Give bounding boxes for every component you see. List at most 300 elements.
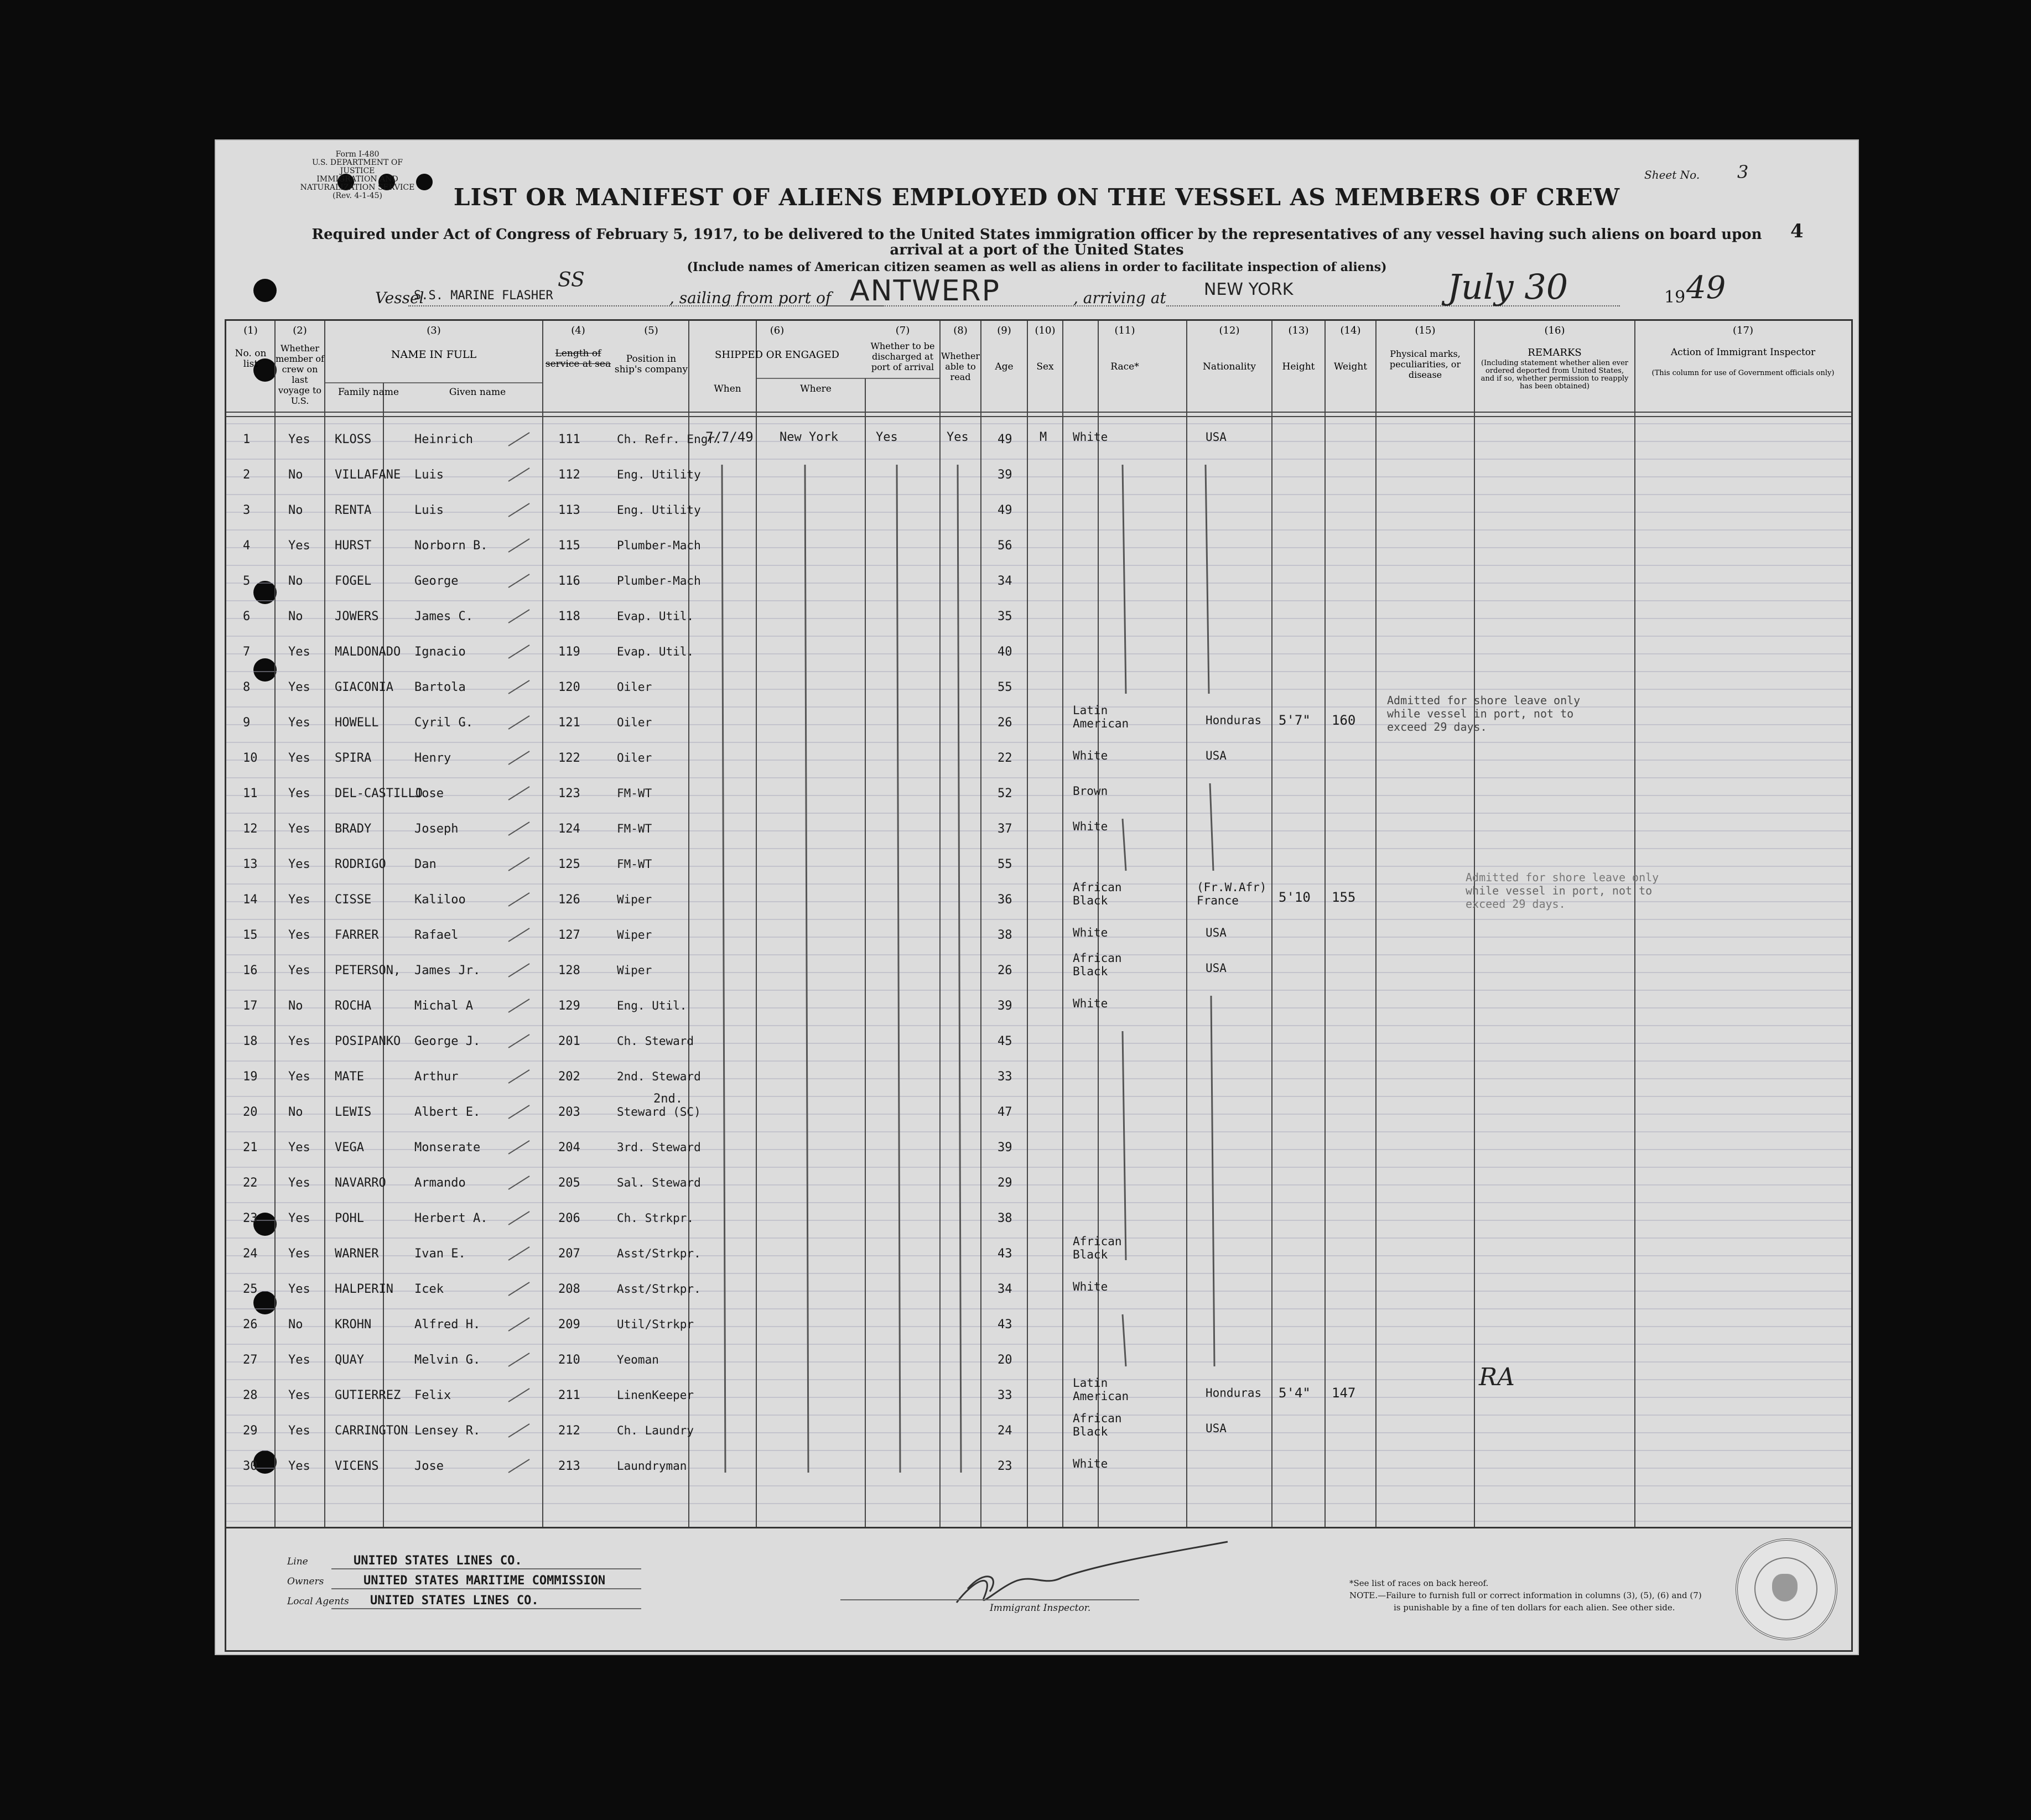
ditto-mark — [1211, 996, 1214, 1366]
ditto-mark — [1123, 1031, 1126, 1260]
check-mark — [508, 857, 529, 871]
check-mark — [508, 716, 529, 729]
position-cell: Util/Strkpr — [617, 1318, 694, 1331]
race-cell: African — [1073, 1412, 1122, 1425]
prev-voyage-cell: Yes — [288, 1282, 310, 1296]
age-cell: 49 — [998, 433, 1012, 446]
given-name-cell: James C. — [414, 610, 473, 623]
family-name-cell: RODRIGO — [335, 857, 386, 871]
family-name-cell: FOGEL — [335, 574, 372, 588]
service-cell: 128 — [558, 964, 580, 977]
height-cell: 5'7" — [1279, 713, 1311, 728]
prev-voyage-cell: Yes — [288, 433, 310, 446]
column-number: (14) — [1340, 325, 1361, 336]
remark-line: exceed 29 days. — [1387, 720, 1487, 734]
service-cell: 207 — [558, 1247, 580, 1261]
service-name: IMMIGRATION AND NATURALIZATION SERVICE — [300, 175, 415, 192]
row-number: 3 — [243, 503, 251, 517]
column-number: (2) — [293, 325, 307, 336]
column-number: (13) — [1288, 325, 1309, 336]
given-name-cell: Melvin G. — [414, 1353, 481, 1367]
position-cell: Ch. Laundry — [617, 1424, 694, 1437]
given-name-cell: Monserate — [414, 1141, 481, 1155]
position-cell: LinenKeeper — [617, 1389, 694, 1402]
column-number: (1) — [243, 325, 258, 336]
family-name-cell: WARNER — [335, 1247, 379, 1261]
prev-voyage-cell: Yes — [288, 787, 310, 800]
prev-voyage-cell: Yes — [288, 893, 310, 907]
remark-line: while vessel in port, not to — [1387, 707, 1574, 720]
given-name-cell: Arthur — [414, 1070, 459, 1084]
age-cell: 26 — [998, 964, 1012, 977]
prev-voyage-cell: Yes — [288, 1070, 310, 1084]
nationality-cell: USA — [1206, 961, 1227, 975]
family-name-cell: HURST — [335, 539, 372, 553]
ditto-mark — [958, 465, 961, 1473]
owners-label: Owners — [287, 1576, 324, 1587]
race-cell: Black — [1073, 965, 1108, 978]
race-cell: American — [1073, 1390, 1129, 1403]
column-number: (9) — [997, 325, 1011, 336]
given-name-cell: Henry — [414, 751, 451, 765]
able-to-read-cell: Yes — [947, 430, 969, 444]
manifest-footer — [225, 1525, 1853, 1652]
position-cell: Ch. Steward — [617, 1034, 694, 1048]
given-name-cell: Alfred H. — [414, 1318, 481, 1332]
agents-label: Local Agents — [287, 1596, 349, 1607]
column-number: (11) — [1114, 325, 1135, 336]
position-cell: Laundryman — [617, 1459, 687, 1473]
check-mark — [508, 1211, 529, 1225]
age-cell: 26 — [998, 716, 1012, 730]
check-mark — [508, 1318, 529, 1331]
given-name-cell: Bartola — [414, 680, 466, 694]
family-name-cell: MALDONADO — [335, 645, 401, 659]
col-header-prev-voyage: Whether member of crew on last voyage to U.S. — [276, 343, 324, 406]
row-number: 5 — [243, 574, 251, 588]
prev-voyage-cell: Yes — [288, 1211, 310, 1225]
age-cell: 36 — [998, 893, 1012, 907]
age-cell: 40 — [998, 645, 1012, 659]
family-name-cell: LEWIS — [335, 1105, 372, 1119]
position-cell: Oiler — [617, 716, 652, 729]
position-cell: Evap. Util. — [617, 610, 694, 623]
age-cell: 43 — [998, 1318, 1012, 1332]
prev-voyage-cell: No — [288, 503, 303, 517]
position-cell: FM-WT — [617, 822, 652, 835]
discharged-cell: Yes — [876, 430, 898, 444]
remark-line: Admitted for shore leave only — [1466, 871, 1659, 884]
position-cell: Wiper — [617, 928, 652, 942]
position-cell: Eng. Util. — [617, 999, 687, 1012]
family-name-cell: RENTA — [335, 503, 372, 517]
row-number: 30 — [243, 1459, 258, 1473]
row-number: 21 — [243, 1141, 258, 1155]
col-header-where: Where — [800, 383, 832, 394]
family-name-cell: PETERSON, — [335, 964, 401, 977]
row-number: 15 — [243, 928, 258, 942]
given-name-cell: Ignacio — [414, 645, 466, 659]
age-cell: 33 — [998, 1070, 1012, 1084]
prev-voyage-cell: No — [288, 574, 303, 588]
arriving-label: , arriving at — [1073, 289, 1166, 307]
check-mark — [508, 503, 529, 517]
given-name-cell: Luis — [414, 468, 444, 482]
check-mark — [508, 1176, 529, 1189]
remark-line: while vessel in port, not to — [1466, 884, 1653, 897]
ditto-mark — [1123, 819, 1126, 871]
check-mark — [508, 1282, 529, 1296]
check-mark — [508, 1389, 529, 1402]
punch-hole — [253, 279, 277, 302]
age-cell: 38 — [998, 1211, 1012, 1225]
position-cell: Oiler — [617, 680, 652, 694]
year-prefix: 19 — [1664, 288, 1686, 307]
col-header-when: When — [714, 383, 741, 394]
given-name-cell: Kaliloo — [414, 893, 466, 907]
family-name-cell: CISSE — [335, 893, 372, 907]
given-name-cell: Albert E. — [414, 1105, 481, 1119]
shipped-when-cell: 7/7/49 — [705, 429, 754, 445]
service-cell: 202 — [558, 1070, 580, 1084]
service-cell: 124 — [558, 822, 580, 836]
check-mark — [508, 1141, 529, 1154]
age-cell: 29 — [998, 1176, 1012, 1190]
check-mark — [508, 468, 529, 481]
column-number: (3) — [427, 325, 441, 336]
given-name-cell: Armando — [414, 1176, 466, 1190]
prev-voyage-cell: Yes — [288, 822, 310, 836]
crew-table — [225, 319, 1853, 1528]
age-cell: 23 — [998, 1459, 1012, 1473]
age-cell: 45 — [998, 1034, 1012, 1048]
position-cell: Steward (SC) — [617, 1105, 701, 1119]
check-mark — [508, 1424, 529, 1437]
col-header-race: Race* — [1110, 361, 1139, 372]
age-cell: 34 — [998, 574, 1012, 588]
service-cell: 212 — [558, 1424, 580, 1438]
position-cell: 2nd. — [653, 1092, 683, 1106]
position-cell: Ch. Strkpr. — [617, 1211, 694, 1225]
consular-seal — [1736, 1538, 1837, 1640]
nationality-cell: (Fr.W.Afr) — [1197, 881, 1267, 894]
check-mark — [508, 1070, 529, 1083]
ditto-mark — [722, 465, 725, 1473]
family-name-cell: CARRINGTON — [335, 1424, 408, 1438]
prev-voyage-cell: No — [288, 1105, 303, 1119]
position-cell: Asst/Strkpr. — [617, 1282, 701, 1296]
position-cell: 3rd. Steward — [617, 1141, 701, 1154]
check-mark — [508, 999, 529, 1012]
height-cell: 5'4" — [1279, 1385, 1311, 1401]
position-cell: Wiper — [617, 893, 652, 906]
age-cell: 39 — [998, 468, 1012, 482]
given-name-cell: Joseph — [414, 822, 459, 836]
family-name-cell: VEGA — [335, 1141, 364, 1155]
row-number: 20 — [243, 1105, 258, 1119]
age-cell: 20 — [998, 1353, 1012, 1367]
nationality-cell: France — [1197, 894, 1239, 907]
check-mark — [508, 964, 529, 977]
position-cell: Eng. Utility — [617, 468, 701, 481]
age-cell: 33 — [998, 1389, 1012, 1402]
service-cell: 115 — [558, 539, 580, 553]
race-cell: Black — [1073, 1248, 1108, 1261]
prev-voyage-cell: Yes — [288, 1247, 310, 1261]
race-cell: White — [1073, 1457, 1108, 1470]
sheet-label: Sheet No. — [1644, 168, 1700, 181]
row-number: 27 — [243, 1353, 258, 1367]
nationality-cell: Honduras — [1206, 1386, 1262, 1400]
col-header-given-name: Given name — [449, 387, 506, 398]
position-cell: Evap. Util. — [617, 645, 694, 658]
position-cell: Yeoman — [617, 1353, 659, 1366]
service-cell: 120 — [558, 680, 580, 694]
sheet-number: 3 — [1737, 162, 1749, 183]
service-cell: 205 — [558, 1176, 580, 1190]
column-number: (6) — [770, 325, 785, 336]
given-name-cell: Icek — [414, 1282, 444, 1296]
race-cell: African — [1073, 1235, 1122, 1248]
service-cell: 122 — [558, 751, 580, 765]
nationality-cell: USA — [1206, 430, 1227, 444]
service-cell: 116 — [558, 574, 580, 588]
weight-cell: 155 — [1332, 890, 1356, 905]
row-number: 8 — [243, 680, 251, 694]
ditto-mark — [1123, 465, 1126, 694]
col-header-remarks-sub: (Including statement whether alien ever ordered deported from United States, and if so, whether permission to reapply has been obtained) — [1481, 359, 1629, 391]
service-cell: 121 — [558, 716, 580, 730]
row-number: 7 — [243, 645, 251, 659]
nationality-cell: USA — [1206, 749, 1227, 762]
service-cell: 113 — [558, 503, 580, 517]
race-cell: Latin — [1073, 704, 1108, 717]
race-cell: White — [1073, 997, 1108, 1010]
page-title: LIST OR MANIFEST OF ALIENS EMPLOYED ON THE VESSEL AS MEMBERS OF CREW — [453, 184, 1620, 211]
service-cell: 129 — [558, 999, 580, 1013]
position-cell: Oiler — [617, 751, 652, 765]
age-cell: 49 — [998, 503, 1012, 517]
family-name-cell: JOWERS — [335, 610, 379, 623]
prev-voyage-cell: Yes — [288, 1176, 310, 1190]
race-cell: Black — [1073, 1425, 1108, 1438]
check-mark — [508, 893, 529, 906]
given-name-cell: Cyril G. — [414, 716, 473, 730]
family-name-cell: HOWELL — [335, 716, 379, 730]
given-name-cell: Rafael — [414, 928, 459, 942]
row-number: 14 — [243, 893, 258, 907]
age-cell: 37 — [998, 822, 1012, 836]
family-name-cell: GIACONIA — [335, 680, 393, 694]
race-cell: African — [1073, 881, 1122, 894]
age-cell: 52 — [998, 787, 1012, 800]
service-cell: 201 — [558, 1034, 580, 1048]
check-mark — [508, 433, 529, 446]
nationality-cell: Honduras — [1206, 714, 1262, 727]
check-mark — [508, 1105, 529, 1119]
row-number: 25 — [243, 1282, 258, 1296]
form-number: Form I-480 — [335, 150, 380, 159]
family-name-cell: VILLAFANE — [335, 468, 401, 482]
prev-voyage-cell: Yes — [288, 1459, 310, 1473]
given-name-cell: Norborn B. — [414, 539, 488, 553]
check-mark — [508, 574, 529, 587]
penalty-note: NOTE.—Failure to furnish full or correct information in columns (3), (5), (6) and (7) — [1349, 1590, 1702, 1600]
row-number: 12 — [243, 822, 258, 836]
line-label: Line — [287, 1556, 308, 1567]
inspector-label: Immigrant Inspector. — [990, 1603, 1091, 1614]
age-cell: 39 — [998, 999, 1012, 1013]
column-number: (5) — [644, 325, 658, 336]
given-name-cell: Michal A — [414, 999, 473, 1013]
col-header-position: Position in ship's company — [614, 353, 688, 375]
given-name-cell: Felix — [414, 1389, 451, 1402]
col-header-family-name: Family name — [337, 387, 399, 398]
family-name-cell: MATE — [335, 1070, 364, 1084]
prev-voyage-cell: No — [288, 610, 303, 623]
service-cell: 125 — [558, 857, 580, 871]
row-number: 17 — [243, 999, 258, 1013]
position-cell: Wiper — [617, 964, 652, 977]
service-cell: 213 — [558, 1459, 580, 1473]
family-name-cell: VICENS — [335, 1459, 379, 1473]
race-cell: White — [1073, 820, 1108, 833]
col-header-length-service: Length of service at sea — [545, 348, 611, 370]
age-cell: 35 — [998, 610, 1012, 623]
given-name-cell: George — [414, 574, 459, 588]
col-header-read: Whether able to read — [941, 351, 980, 382]
row-number: 2 — [243, 468, 251, 482]
family-name-cell: BRADY — [335, 822, 372, 836]
ditto-mark — [1123, 1314, 1126, 1366]
row-number: 13 — [243, 857, 258, 871]
column-number: (4) — [571, 325, 585, 336]
race-cell: African — [1073, 951, 1122, 965]
family-name-cell: KLOSS — [335, 433, 372, 446]
check-mark — [508, 680, 529, 694]
age-cell: 47 — [998, 1105, 1012, 1119]
row-number: 19 — [243, 1070, 258, 1084]
given-name-cell: George J. — [414, 1034, 481, 1048]
given-name-cell: Lensey R. — [414, 1424, 481, 1438]
service-cell: 210 — [558, 1353, 580, 1367]
check-mark — [508, 1034, 529, 1048]
service-cell: 208 — [558, 1282, 580, 1296]
race-cell: White — [1073, 749, 1108, 762]
column-number: (16) — [1544, 325, 1565, 336]
race-cell: Black — [1073, 894, 1108, 907]
vessel-label: Vessel — [375, 289, 424, 307]
col-header-discharged: Whether to be discharged at port of arrival — [870, 341, 935, 372]
ditto-mark — [1206, 465, 1209, 694]
port-from: ANTWERP — [850, 274, 1000, 308]
col-header-physical-marks: Physical marks, peculiarities, or disease — [1389, 349, 1461, 380]
service-cell: 211 — [558, 1389, 580, 1402]
shipped-where-cell: New York — [780, 430, 838, 444]
prev-voyage-cell: Yes — [288, 1389, 310, 1402]
age-cell: 22 — [998, 751, 1012, 765]
arrival-year: 49 — [1686, 270, 1726, 306]
penalty-note-cont: is punishable by a fine of ten dollars for each alien. See other side. — [1394, 1603, 1675, 1613]
prev-voyage-cell: No — [288, 1318, 303, 1332]
race-cell: White — [1073, 926, 1108, 939]
check-mark — [508, 539, 529, 552]
check-mark — [508, 645, 529, 658]
row-number: 4 — [243, 539, 251, 553]
row-number: 28 — [243, 1389, 258, 1402]
check-mark — [508, 610, 529, 623]
prev-voyage-cell: Yes — [288, 1034, 310, 1048]
service-cell: 204 — [558, 1141, 580, 1155]
col-header-age: Age — [995, 361, 1014, 372]
service-cell: 123 — [558, 787, 580, 800]
position-cell: FM-WT — [617, 857, 652, 871]
race-cell: Brown — [1073, 784, 1108, 798]
age-cell: 55 — [998, 680, 1012, 694]
row-number: 6 — [243, 610, 251, 623]
row-number: 18 — [243, 1034, 258, 1048]
race-cell: White — [1073, 1280, 1108, 1293]
position-cell: Sal. Steward — [617, 1176, 701, 1189]
column-number: (17) — [1733, 325, 1753, 336]
age-cell: 39 — [998, 1141, 1012, 1155]
given-name-cell: James Jr. — [414, 964, 481, 977]
column-number: (15) — [1415, 325, 1436, 336]
inspector-initials: RA — [1479, 1363, 1515, 1391]
port-to: NEW YORK — [1204, 280, 1294, 299]
col-header-sex: Sex — [1036, 361, 1054, 372]
row-number: 16 — [243, 964, 258, 977]
col-header-inspector: Action of Immigrant Inspector — [1670, 347, 1816, 358]
age-cell: 24 — [998, 1424, 1012, 1438]
family-name-cell: FARRER — [335, 928, 379, 942]
position-cell: Plumber-Mach — [617, 539, 701, 552]
prev-voyage-cell: No — [288, 999, 303, 1013]
include-note: (Include names of American citizen seamen as well as aliens in order to facilitate inspection of aliens) — [687, 260, 1387, 274]
col-header-inspector-sub: (This column for use of Government officials only) — [1651, 369, 1835, 377]
family-name-cell: QUAY — [335, 1353, 364, 1367]
age-cell: 43 — [998, 1247, 1012, 1261]
given-name-cell: Dan — [414, 857, 437, 871]
weight-cell: 160 — [1332, 713, 1356, 728]
given-name-cell: Jose — [414, 1459, 444, 1473]
position-cell: FM-WT — [617, 787, 652, 800]
prev-voyage-cell: Yes — [288, 539, 310, 553]
prev-voyage-cell: Yes — [288, 964, 310, 977]
column-number: (8) — [953, 325, 968, 336]
prev-voyage-cell: Yes — [288, 1353, 310, 1367]
remark-line: exceed 29 days. — [1466, 897, 1566, 911]
page-subtitle: Required under Act of Congress of February 5, 1917, to be delivered to the United States immigration officer by the representatives of any vessel having such aliens on board upon arrival at a port of the United States — [311, 226, 1762, 258]
column-number: (7) — [895, 325, 910, 336]
given-name-cell: Ivan E. — [414, 1247, 466, 1261]
prev-voyage-cell: No — [288, 468, 303, 482]
sex-cell: M — [1040, 430, 1047, 444]
service-cell: 209 — [558, 1318, 580, 1332]
prev-voyage-cell: Yes — [288, 857, 310, 871]
table-grid — [226, 321, 1851, 1527]
row-number: 24 — [243, 1247, 258, 1261]
service-cell: 119 — [558, 645, 580, 659]
form-revision: (Rev. 4-1-45) — [333, 191, 382, 200]
col-header-name: NAME IN FULL — [391, 349, 477, 361]
remark-line: Admitted for shore leave only — [1387, 694, 1581, 707]
col-header-nationality: Nationality — [1203, 361, 1256, 372]
row-number: 10 — [243, 751, 258, 765]
row-number: 11 — [243, 787, 258, 800]
vessel-name: S.S. MARINE FLASHER — [414, 289, 553, 303]
ditto-mark — [897, 465, 900, 1473]
